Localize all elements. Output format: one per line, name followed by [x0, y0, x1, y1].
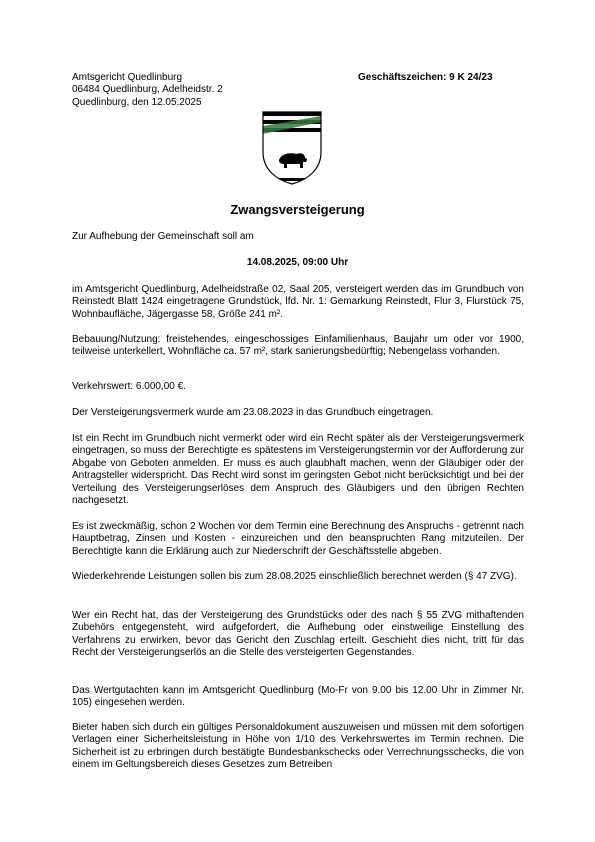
paragraph-usage: Bebauung/Nutzung: freistehendes, eingeschossiges Einfamilienhaus, Baujahr um oder vor 1900, teilweise unterkellert, Wohnfläche ca. 57 m², stark sanierungsbedürftig; Nebengelass vorhanden. — [72, 334, 524, 358]
paragraph-note-entry: Der Versteigerungsvermerk wurde am 23.08.2023 in das Grundbuch eingetragen. — [72, 407, 434, 418]
court-name: Amtsgericht Quedlinburg — [72, 72, 183, 83]
paragraph-value: Verkehrswert: 6.000,00 €. — [72, 381, 186, 392]
document-title: Zwangsversteigerung — [230, 202, 365, 217]
intro-line: Zur Aufhebung der Gemeinschaft soll am — [72, 231, 254, 242]
paragraph-location: im Amtsgericht Quedlinburg, Adelheidstraße 02, Saal 205, versteigert werden das im Grundbuch von Reinstedt Blatt 1424 eingetragene Grundstück, lfd. Nr. 1: Gemarkung Reinstedt, Flur 3, Flurstück 75, Wohnbaufläche, Jägergasse 58, Größe 241 m². — [72, 284, 524, 320]
paragraph-calc: Es ist zweckmäßig, schon 2 Wochen vor dem Termin eine Berechnung des Anspruchs - getrennt nach Hauptbetrag, Zinsen und Kosten - einzureichen und den beanspruchten Rang mitzuteilen. Der Berechtigte kann die Erklärung auch zur Niederschrift der Geschäftsstelle abgeben. — [72, 521, 524, 557]
court-header — [72, 72, 332, 109]
auction-datetime: 14.08.2025, 09:00 Uhr — [246, 257, 349, 268]
reference-number: Geschäftszeichen: 9 K 24/23 — [358, 72, 493, 83]
state-coat-of-arms-icon — [259, 108, 325, 186]
place-date: Quedlinburg, den 12.05.2025 — [72, 96, 202, 108]
paragraph-recurring: Wiederkehrende Leistungen sollen bis zum 28.08.2025 einschließlich berechnet werden (§ 47 ZVG). — [72, 571, 517, 582]
court-address: 06484 Quedlinburg, Adelheidstr. 2 — [72, 84, 223, 96]
paragraph-rights: Ist ein Recht im Grundbuch nicht vermerkt oder wird ein Recht später als der Versteigerungsvermerk eingetragen, so muss der Berechtigte es spätestens im Versteigerungstermin vor der Aufforderung zur Abgabe von Geboten anmelden. Er muss es auch glaubhaft machen, wenn der Gläubiger oder der Antragsteller widerspricht. Das Recht wird sonst im geringsten Gebot nicht berücksichtigt und bei der Verteilung des Versteigerungserlöses dem Anspruch des Gläubigers und den übrigen Rechten nachgesetzt. — [72, 433, 524, 507]
paragraph-bidders: Bieter haben sich durch ein gültiges Personaldokument auszuweisen und müssen mit dem sofortigen Verlagen einer Sicherheitsleistung in Höhe von 1/10 des Verkehrswertes im Termin rechnen. Die Sicherheit ist zu erbringen durch bestätigte Bundesbankschecks oder Verrechnungsschecks, die von einem im Geltungsbereich dieses Gesetzes zum Betreiben — [72, 722, 524, 771]
paragraph-appraisal: Das Wertgutachten kann im Amtsgericht Quedlinburg (Mo-Fr von 9.00 bis 12.00 Uhr in Zimmer Nr. 105) eingesehen werden. — [72, 685, 524, 709]
paragraph-objection: Wer ein Recht hat, das der Versteigerung des Grundstücks oder des nach § 55 ZVG mithaftenden Zubehörs entgegensteht, wird aufgefordert, die Aufhebung oder einstweilige Einstellung des Verfahrens zu erwirken, bevor das Gericht den Zuschlag erteilt. Geschieht dies nicht, tritt für das Recht der Versteigerungserlös an die Stelle des versteigerten Gegenstandes. — [72, 610, 524, 659]
